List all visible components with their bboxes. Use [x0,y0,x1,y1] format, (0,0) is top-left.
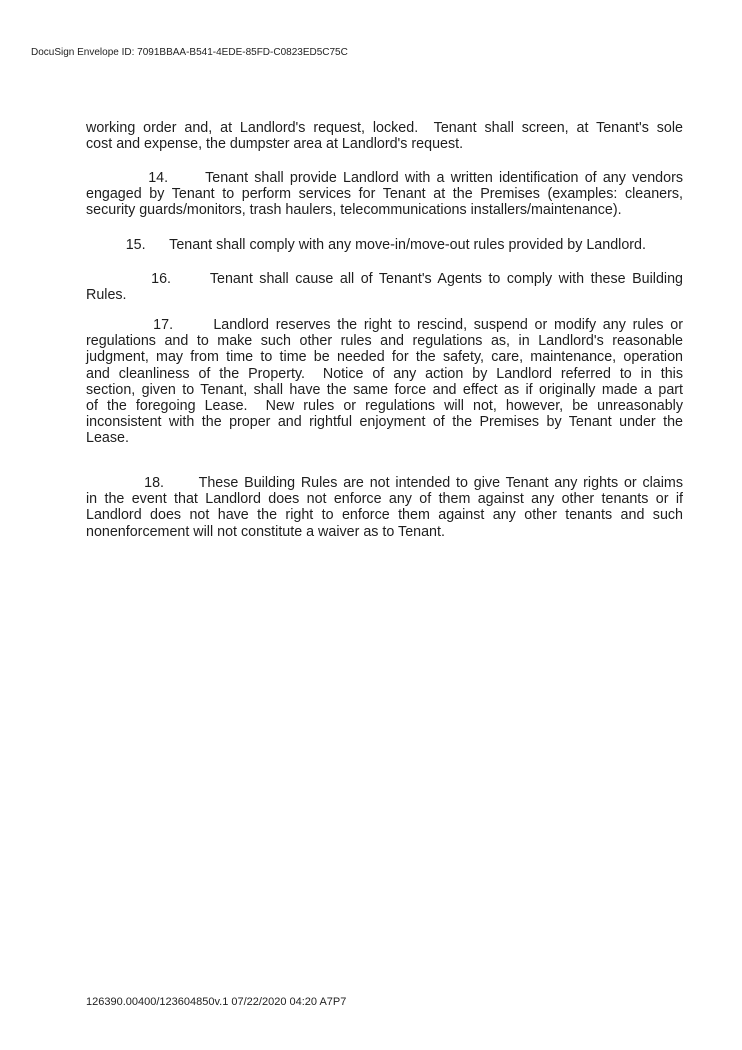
rule-paragraph [86,475,683,540]
rule-paragraph [86,317,683,447]
paragraph-line: nonenforcement will not constitute a waiver as to Tenant. [86,523,445,540]
paragraph-line: Lease. [86,430,129,447]
paragraph-line: regulations and to make such other rules and regulations as, in Landlord's reasonable [86,333,683,350]
paragraph-line: 14. Tenant shall provide Landlord with a written identification of any vendors [86,170,683,186]
paragraph-line: engaged by Tenant to perform services for Tenant at the Premises (examples: cleaners, [86,186,683,203]
docusign-envelope-id: DocuSign Envelope ID: 7091BBAA-B541-4EDE-85FD-C0823ED5C75C [31,47,348,58]
paragraph-line: inconsistent with the proper and rightful enjoyment of the Premises by Tenant under the [86,414,683,431]
rule-paragraph [86,237,683,253]
paragraph-line: Rules. [86,287,127,304]
paragraph-line: 15. Tenant shall comply with any move-in/move-out rules provided by Landlord. [86,237,646,253]
rule-paragraph [86,271,683,303]
paragraph-line: Landlord does not have the right to enforce them against any other tenants and such [86,507,683,524]
footer-document-id: 126390.00400/123604850v.1 07/22/2020 04:20 A7P7 [86,996,347,1008]
rule-paragraph [86,170,683,219]
paragraph-line: section, given to Tenant, shall have the same force and effect as if originally made a part [86,381,683,398]
rule-paragraph [86,120,683,152]
paragraph-line: judgment, may from time to time be needed for the safety, care, maintenance, operation [86,349,683,366]
paragraph-line: working order and, at Landlord's request, locked. Tenant shall screen, at Tenant's sole [86,120,683,136]
paragraph-line: 17. Landlord reserves the right to rescind, suspend or modify any rules or [86,317,683,333]
paragraph-line: security guards/monitors, trash haulers, telecommunications installers/maintenance). [86,202,622,219]
paragraph-line: in the event that Landlord does not enforce any of them against any other tenants or if [86,491,683,508]
paragraph-line: 16. Tenant shall cause all of Tenant's Agents to comply with these Building [86,271,683,287]
paragraph-line: of the foregoing Lease. New rules or regulations will not, however, be unreasonably [86,398,683,415]
paragraph-line: cost and expense, the dumpster area at Landlord's request. [86,136,464,153]
paragraph-line: 18. These Building Rules are not intended to give Tenant any rights or claims [86,475,683,491]
paragraph-line: and cleanliness of the Property. Notice of any action by Landlord referred to in this [86,365,683,382]
